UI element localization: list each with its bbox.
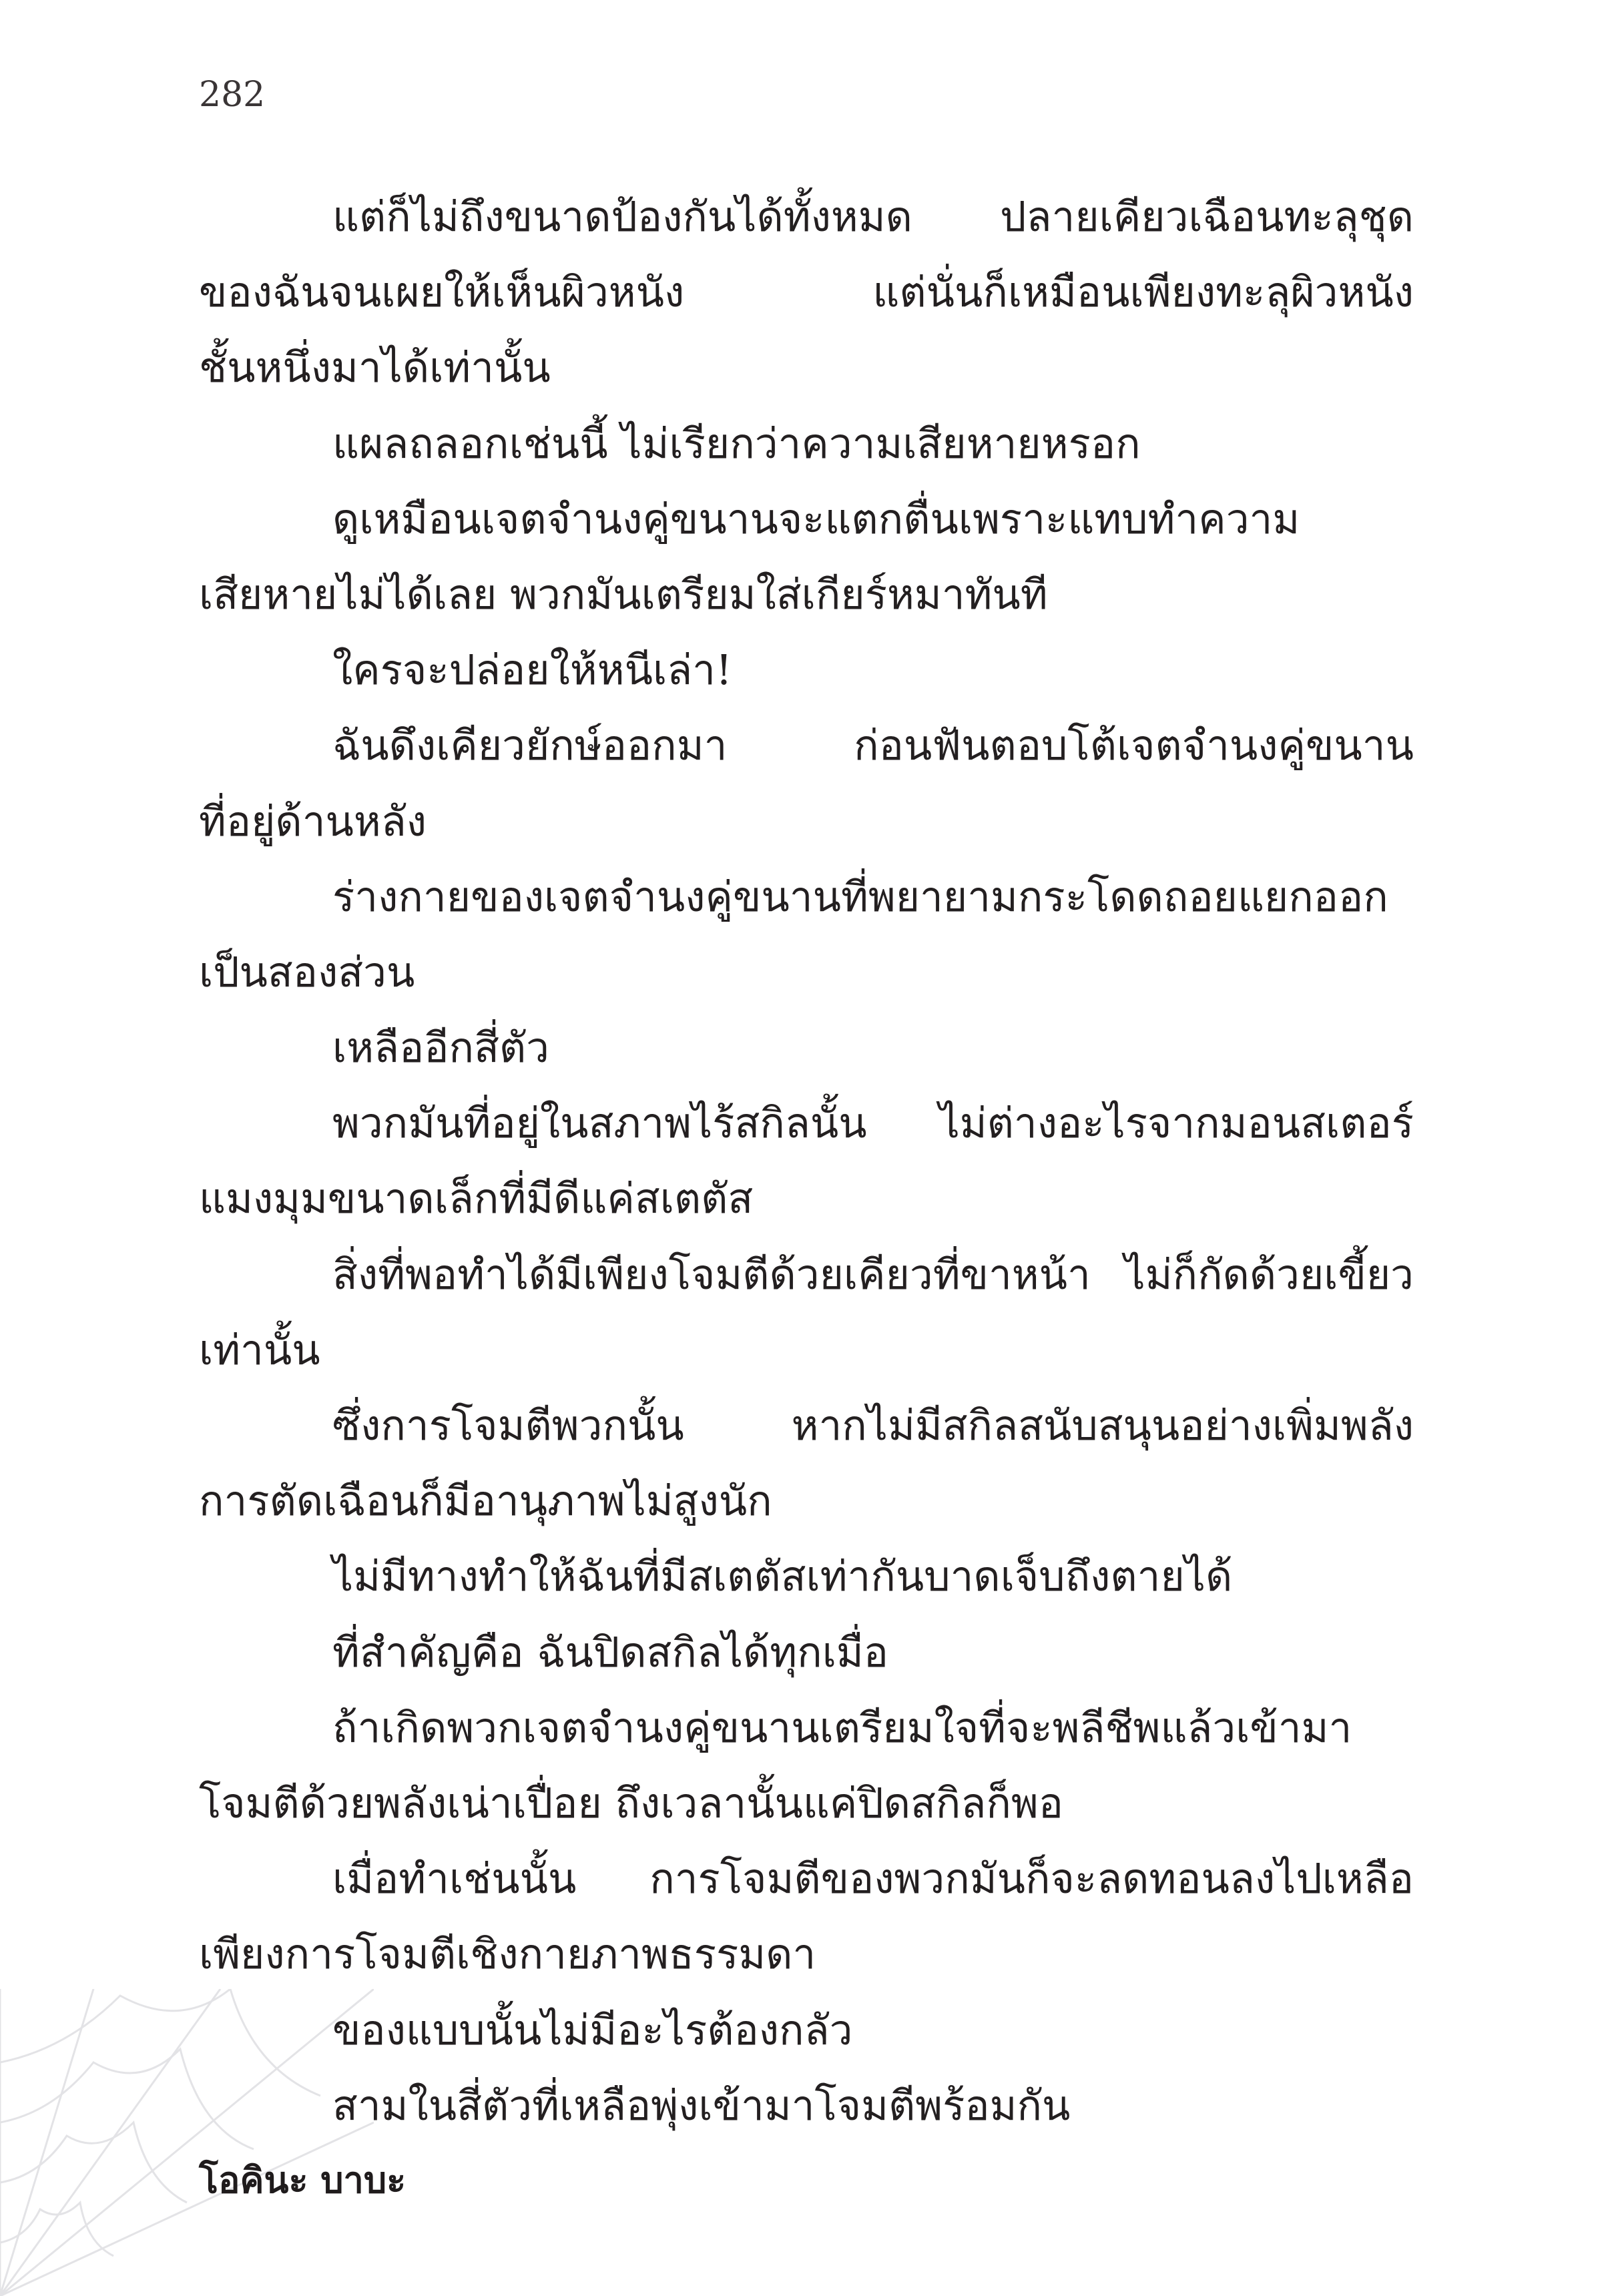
text-line: ซึ่งการโจมตีพวกนั้น หากไม่มีสกิลสนับสนุนอย่างเพิ่มพลัง	[332, 1401, 1414, 1450]
text-line: ใครจะปล่อยให้หนีเล่า!	[332, 645, 732, 695]
text-line: ฉันดึงเคียวยักษ์ออกมา ก่อนฟันตอบโต้เจตจำนงคู่ขนาน	[332, 721, 1414, 770]
text-line: เป็นสองส่วน	[199, 947, 415, 996]
page-number: 282	[199, 75, 266, 115]
text-line: แต่ก็ไม่ถึงขนาดป้องกันได้ทั้งหมด ปลายเคียวเฉือนทะลุชุด	[332, 192, 1414, 241]
text-line: เท่านั้น	[199, 1325, 320, 1374]
text-line: ที่สำคัญคือ ฉันปิดสกิลได้ทุกเมื่อ	[332, 1627, 889, 1677]
text-line: สิ่งที่พอทำได้มีเพียงโจมตีด้วยเคียวที่ขาหน้า ไม่ก็กัดด้วยเขี้ยว	[332, 1249, 1414, 1299]
text-line: ไม่มีทางทำให้ฉันที่มีสเตตัสเท่ากันบาดเจ็บถึงตายได้	[332, 1552, 1233, 1601]
text-line: สามในสี่ตัวที่เหลือพุ่งเข้ามาโจมตีพร้อมกัน	[332, 2080, 1071, 2130]
text-line: โจมตีด้วยพลังเน่าเปื่อย ถึงเวลานั้นแค่ปิดสกิลก็พอ	[199, 1778, 1063, 1827]
text-line: เมื่อทำเช่นนั้น การโจมตีของพวกมันก็จะลดทอนลงไปเหลือ	[332, 1854, 1414, 1904]
text-line: ดูเหมือนเจตจำนงคู่ขนานจะแตกตื่นเพราะแทบทำความ	[332, 494, 1300, 543]
text-line: เสียหายไม่ได้เลย พวกมันเตรียมใส่เกียร์หมาทันที	[199, 569, 1048, 619]
spider-web-icon	[0, 1989, 374, 2296]
text-line: ของแบบนั้นไม่มีอะไรต้องกลัว	[332, 2005, 853, 2054]
text-line: ชั้นหนึ่งมาได้เท่านั้น	[199, 343, 551, 392]
text-line: เหลืออีกสี่ตัว	[332, 1023, 549, 1073]
body-text	[199, 179, 1414, 2143]
author-name: โอคินะ บาบะ	[199, 2159, 407, 2201]
text-line: ถ้าเกิดพวกเจตจำนงคู่ขนานเตรียมใจที่จะพลีชีพแล้วเข้ามา	[332, 1703, 1352, 1752]
text-line: ที่อยู่ด้านหลัง	[199, 796, 427, 846]
text-line: เพียงการโจมตีเชิงกายภาพธรรมดา	[199, 1930, 816, 1979]
text-line: ร่างกายของเจตจำนงคู่ขนานที่พยายามกระโดดถอยแยกออก	[332, 872, 1388, 921]
text-line: แมงมุมขนาดเล็กที่มีดีแค่สเตตัส	[199, 1174, 754, 1223]
text-line: การตัดเฉือนก็มีอานุภาพไม่สูงนัก	[199, 1476, 772, 1526]
text-line: พวกมันที่อยู่ในสภาพไร้สกิลนั้น ไม่ต่างอะไรจากมอนสเตอร์	[332, 1099, 1414, 1148]
text-line: ของฉันจนเผยให้เห็นผิวหนัง แต่นั่นก็เหมือนเพียงทะลุผิวหนัง	[199, 268, 1414, 317]
text-line: แผลถลอกเช่นนี้ ไม่เรียกว่าความเสียหายหรอก	[332, 418, 1141, 468]
